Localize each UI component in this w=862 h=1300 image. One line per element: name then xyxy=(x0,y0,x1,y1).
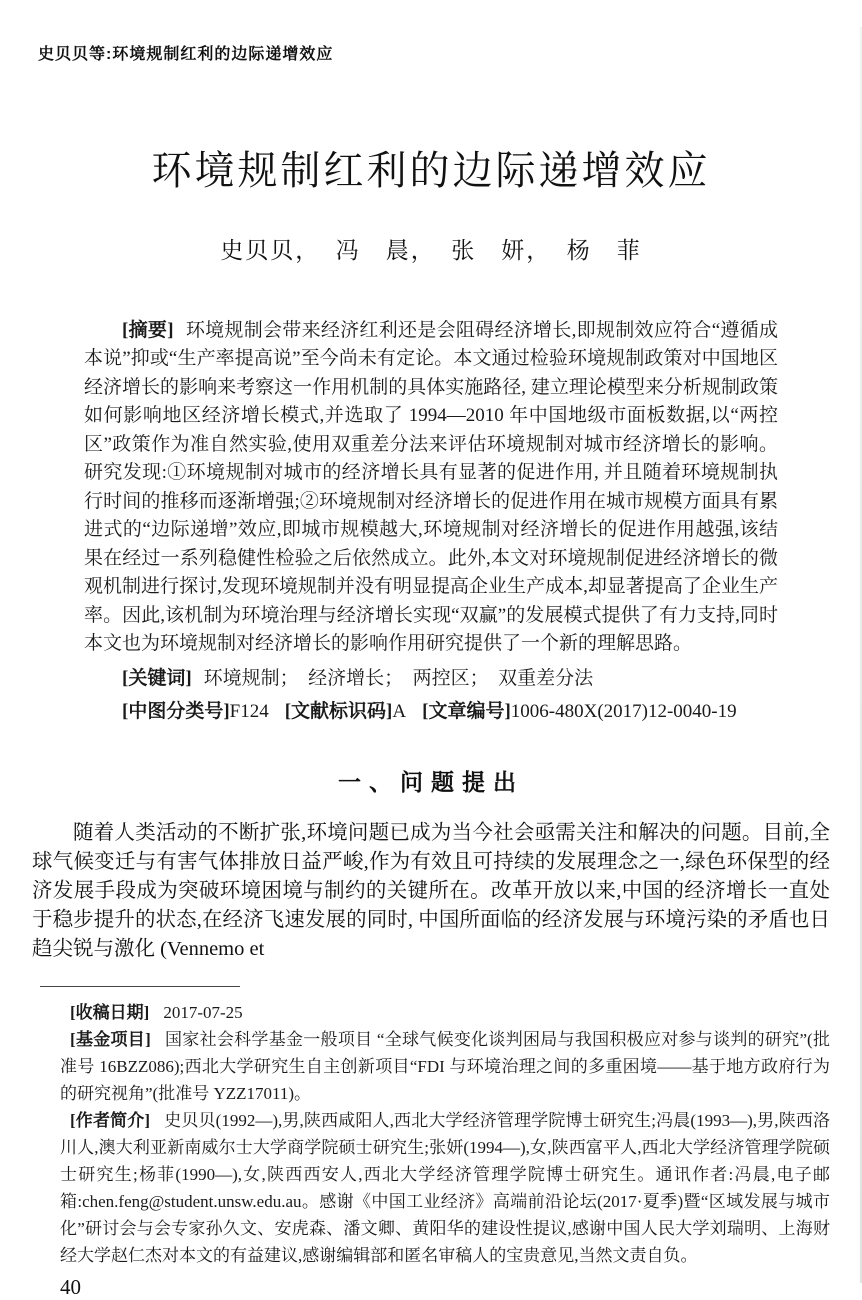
received-date-label: [收稿日期] xyxy=(70,1002,150,1022)
document-code xyxy=(285,701,406,722)
page-content xyxy=(0,27,862,1300)
article-title: 环境规制红利的边际递增效应 xyxy=(151,147,711,193)
clc-number xyxy=(122,701,269,722)
abstract-label: [摘要] xyxy=(122,319,174,341)
page-number: 40 xyxy=(60,1274,81,1299)
author-bio-label: [作者简介] xyxy=(70,1110,151,1130)
body-paragraph: 随着人类活动的不断扩张,环境问题已成为当今社会亟需关注和解决的问题。目前,全球气候变迁与有害气体排放日益严峻,作为有效且可持续的发展理念之一,绿色环保型的经济发展手段成为突破环境困境与制约的关键所在。改革开放以来,中国的经济增长一直处于稳步提升的状态,在经济飞速发展的同时, 中国所面临的经济发展与环境污染的矛盾也日趋尖锐与激化 (Vennemo et xyxy=(32,821,830,960)
section-heading-problem-statement: 一、问题提出 xyxy=(338,769,524,795)
article-id-value: 1006-480X(2017)12-0040-19 xyxy=(510,700,737,722)
clc-value: F124 xyxy=(229,700,269,722)
document-code-label: [文献标识码] xyxy=(284,700,393,722)
received-date-value: 2017-07-25 xyxy=(163,1002,243,1022)
author-bio-text: 史贝贝(1992—),男,陕西咸阳人,西北大学经济管理学院博士研究生;冯晨(1993—),男,陕西洛川人,澳大利亚新南威尔士大学商学院硕士研究生;张妍(1994—),女,陕西富平人,西北大学经济管理学院硕士研究生;杨菲(1990—),女,陕西西安人,西北大学经济管理学院博士研究生。通讯作者:冯晨,电子邮箱:chen.feng@student.unsw.edu.au。感谢《中国工业经济》高端前沿论坛(2017·夏季)暨“区域发展与城市化”研讨会与会专家孙久文、安虎森、潘文卿、黄阳华的建设性提议,感谢中国人民大学刘瑞明、上海财经大学赵仁杰对本文的有益建议,感谢编辑部和匿名审稿人的宝贵意见,当然文责自负。 xyxy=(60,1110,830,1265)
author-line: 史贝贝， 冯 晨， 张 妍， 杨 菲 xyxy=(220,237,642,263)
running-header: 史贝贝等:环境规制红利的边际递增效应 xyxy=(38,45,334,63)
footnote-separator-rule xyxy=(40,986,240,987)
abstract-paragraph xyxy=(84,317,778,659)
keywords-label: [关键词] xyxy=(122,667,192,689)
keywords-text: 环境规制； 经济增长； 两控区； 双重差分法 xyxy=(203,667,594,689)
footnote-received-date xyxy=(60,999,830,1026)
clc-label: [中图分类号] xyxy=(122,700,230,722)
document-code-value: A xyxy=(392,700,407,722)
paper-page xyxy=(0,27,862,1299)
footnote-funding xyxy=(60,1026,830,1107)
abstract-text: 环境规制会带来经济红利还是会阻碍经济增长,即规制效应符合“遵循成本说”抑或“生产率提高说”至今尚未有定论。本文通过检验环境规制政策对中国地区经济增长的影响来考察这一作用机制的具体实施路径, 建立理论模型来分析规制政策如何影响地区经济增长模式,并选取了 1994—2010 年中国地级市面板数据,以“两控区”政策作为准自然实验,使用双重差分法来评估环境规制对城市经济增长的影响。研究发现:①环境规制对城市的经济增长具有显著的促进作用, 并且随着环境规制执行时间的推移而逐渐增强;②环境规制对经济增长的促进作用在城市规模方面具有累进式的“边际递增”效应,即城市规模越大,环境规制对经济增长的促进作用越强,该结果在经过一系列稳健性检验之后依然成立。此外,本文对环境规制促进经济增长的微观机制进行探讨,发现环境规制并没有明显提高企业生产成本,却显著提高了企业生产率。因此,该机制为环境治理与经济增长实现“双赢”的发展模式提供了有力支持,同时本文也为环境规制对经济增长的影响作用研究提供了一个新的理解思路。 xyxy=(84,319,779,655)
funding-label: [基金项目] xyxy=(70,1029,151,1049)
classification-line xyxy=(84,697,778,726)
funding-text: 国家社会科学基金一般项目 “全球气候变化谈判困局与我国积极应对参与谈判的研究”(批准号 16BZZ086);西北大学研究生自主创新项目“FDI 与环境治理之间的多重困境——基于地方政府行为的研究视角”(批准号 YZZ17011)。 xyxy=(60,1029,830,1103)
keywords-line xyxy=(84,664,778,693)
article-id xyxy=(422,701,737,722)
footnote-author-bio xyxy=(60,1107,830,1269)
footnote-block xyxy=(60,999,830,1269)
article-id-label: [文章编号] xyxy=(422,700,511,722)
